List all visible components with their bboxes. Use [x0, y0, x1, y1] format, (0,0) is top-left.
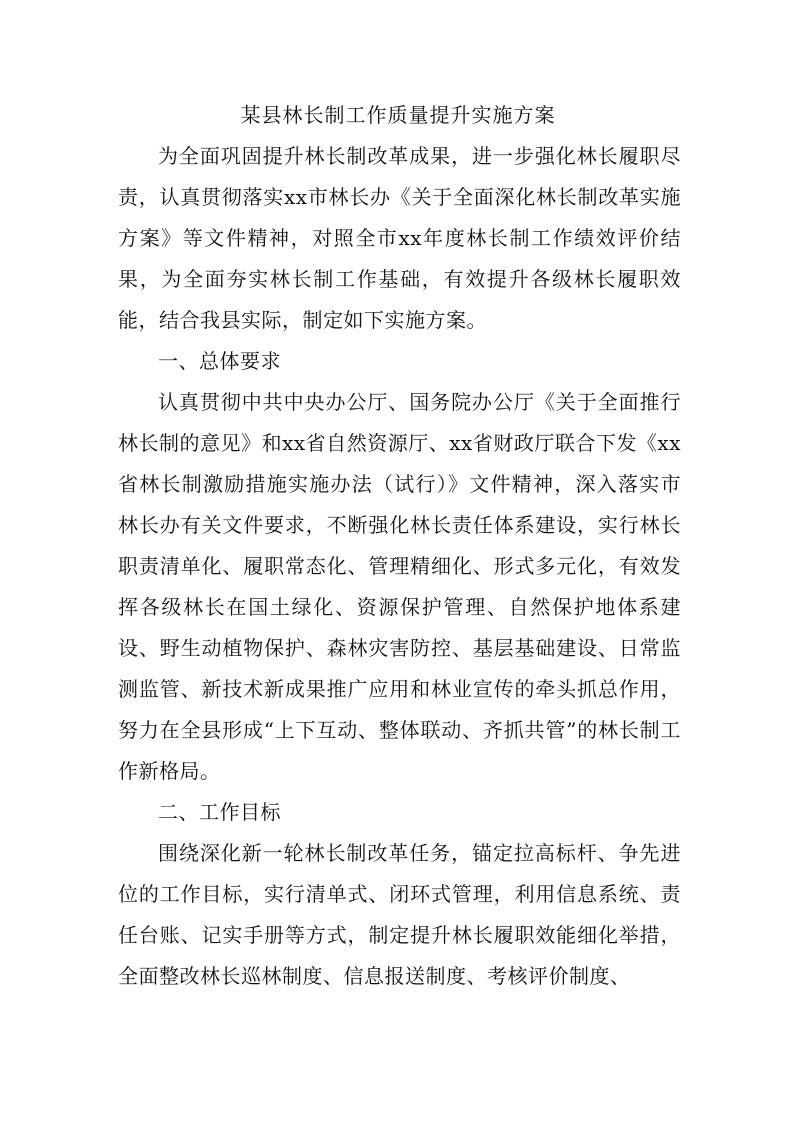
intro-paragraph: 为全面巩固提升林长制改革成果，进一步强化林长履职尽责，认真贯彻落实xx市林长办《关于全面深化林长制改革实施方案》等文件精神，对照全市xx年度林长制工作绩效评价结果，为全面夯实林长制工作基础，有效提升各级林长履职效能，结合我县实际，制定如下实施方案。: [118, 144, 681, 332]
general-requirements-paragraph: 认真贯彻中共中央办公厅、国务院办公厅《关于全面推行林长制的意见》和xx省自然资源厅、xx省财政厅联合下发《xx省林长制激励措施实施办法（试行）》文件精神，深入落实市林长办有关文件要求，不断强化林长责任体系建设，实行林长职责清单化、履职常态化、管理精细化、形式多元化，有效发挥各级林长在国土绿化、资源保护管理、自然保护地体系建设、野生动植物保护、森林灾害防控、基层基础建设、日常监测监管、新技术新成果推广应用和林业宣传的牵头抓总作用，努力在全县形成“上下互动、整体联动、齐抓共管”的林长制工作新格局。: [118, 390, 681, 783]
section-heading-work-goals: 二、工作目标: [158, 800, 281, 824]
section-heading-general-requirements: 一、总体要求: [158, 349, 281, 373]
document-body: [118, 136, 681, 997]
document-title: 某县林长制工作质量提升实施方案: [240, 103, 556, 127]
work-goals-paragraph: 围绕深化新一轮林长制改革任务，锚定拉高标杆、争先进位的工作目标，实行清单式、闭环式管理，利用信息系统、责任台账、记实手册等方式，制定提升林长履职效能细化举措，全面整改林长巡林制度、信息报送制度、考核评价制度、: [118, 841, 681, 988]
